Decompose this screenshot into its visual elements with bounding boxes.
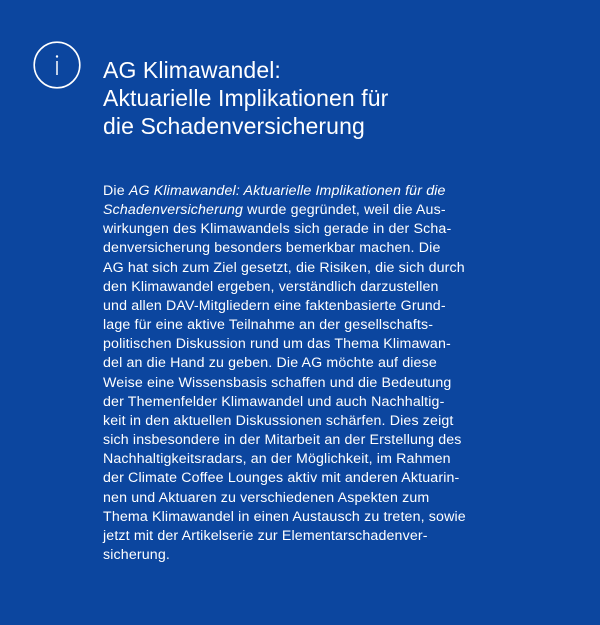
body-line: der Themenfelder Klimawandel und auch Nachhaltig-: [103, 393, 445, 410]
body-line: wirkungen des Klimawandels sich gerade in der Scha-: [103, 221, 452, 238]
page-title: [103, 56, 388, 140]
title-line: die Schadenversicherung: [103, 113, 365, 139]
body-line: AG hat sich zum Ziel gesetzt, die Risiken, die sich durch: [103, 259, 465, 276]
body-intro: Die: [103, 183, 129, 199]
body-line: sich insbesondere in der Mitarbeit an der Erstellung des: [103, 432, 462, 449]
body-line: nen und Aktuaren zu verschiedenen Aspekten zum: [103, 489, 430, 506]
body-line: und allen DAV-Mitgliedern eine faktenbasierte Grund-: [103, 297, 446, 314]
body-text-run: wurde gegründet, weil die Aus-: [243, 202, 446, 219]
body-line: den Klimawandel ergeben, verständlich darzustellen: [103, 278, 439, 295]
info-icon: [33, 41, 81, 89]
title-line: Aktuarielle Implikationen für: [103, 85, 389, 111]
body-line: Weise eine Wissensbasis schaffen und die Bedeutung: [103, 374, 452, 391]
body-line: politischen Diskussion rund um das Thema Klimawan-: [103, 336, 451, 353]
body-line: denversicherung besonders bemerkbar machen. Die: [103, 240, 441, 257]
body-line: jetzt mit der Artikelserie zur Elementarschadenver-: [103, 527, 428, 544]
body-italic-title: AG Klimawandel: Aktuarielle Implikationen für die: [128, 183, 446, 199]
body-italic-title: Schadenversicherung: [103, 202, 244, 219]
body-line: Thema Klimawandel in einen Austausch zu treten, sowie: [103, 508, 466, 525]
body-line: [103, 201, 466, 220]
body-line: Nachhaltigkeitsradars, an der Möglichkeit, im Rahmen: [103, 451, 451, 468]
body-line: der Climate Coffee Lounges aktiv mit anderen Aktuarin-: [103, 470, 460, 487]
body-line: sicherung.: [103, 546, 170, 563]
body-line: lage für eine aktive Teilnahme an der gesellschafts-: [103, 317, 434, 334]
body-line: [103, 182, 466, 201]
body-paragraph: [103, 182, 466, 565]
body-line: keit in den aktuellen Diskussionen schärfen. Dies zeigt: [103, 412, 454, 429]
body-line: del an die Hand zu geben. Die AG möchte auf diese: [103, 355, 437, 372]
title-line: AG Klimawandel:: [103, 57, 281, 83]
